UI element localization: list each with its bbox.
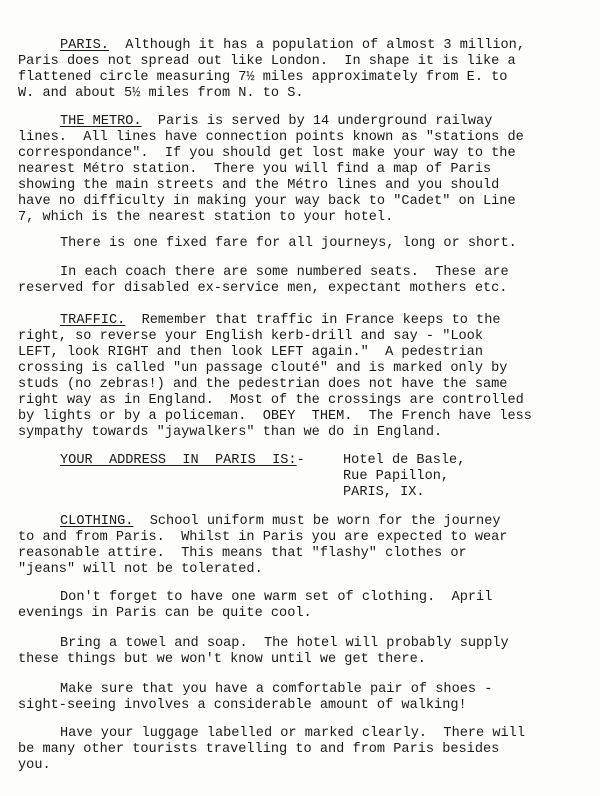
traffic-heading: TRAFFIC. <box>60 313 126 328</box>
metro-paragraph-line: have no difficulty in making your way back to "Cadet" on Line <box>18 194 516 209</box>
address-heading: YOUR ADDRESS IN PARIS IS: <box>60 453 297 468</box>
traffic-paragraph-line: studs (no zebras!) and the pedestrian does not have the same <box>18 377 508 392</box>
warm-clothing-paragraph-line: evenings in Paris can be quite cool. <box>18 606 312 621</box>
metro-paragraph-line: showing the main streets and the Métro lines and you should <box>18 178 500 193</box>
coach-paragraph-line: reserved for disabled ex-service men, expectant mothers etc. <box>18 281 508 296</box>
clothing-paragraph-line: "jeans" will not be tolerated. <box>18 562 263 577</box>
paris-paragraph-line: W. and about 5½ miles from N. to S. <box>18 86 304 101</box>
metro-paragraph-line: nearest Métro station. There you will find a map of Paris <box>18 162 492 177</box>
luggage-paragraph-line: you. <box>18 758 51 773</box>
address-line: PARIS, IX. <box>343 485 425 500</box>
traffic-paragraph-line: crossing is called "un passage clouté" and is marked only by <box>18 361 508 376</box>
luggage-paragraph-line: Have your luggage labelled or marked clearly. There will <box>60 726 525 741</box>
towel-paragraph-line: Bring a towel and soap. The hotel will probably supply <box>60 636 509 651</box>
shoes-paragraph-line: Make sure that you have a comfortable pair of shoes - <box>60 682 493 697</box>
clothing-paragraph-line: to and from Paris. Whilst in Paris you are expected to wear <box>18 530 508 545</box>
address-line: Rue Papillon, <box>343 469 450 484</box>
fare-paragraph-line: There is one fixed fare for all journeys, long or short. <box>60 236 517 251</box>
luggage-paragraph-line: be many other tourists travelling to and from Paris besides <box>18 742 500 757</box>
clothing-paragraph-line: reasonable attire. This means that "flashy" clothes or <box>18 546 467 561</box>
traffic-paragraph-line: sympathy towards "jaywalkers" than we do in England. <box>18 425 443 440</box>
address-line: Hotel de Basle, <box>343 453 466 468</box>
warm-clothing-paragraph-line: Don't forget to have one warm set of clothing. April <box>60 590 493 605</box>
paris-paragraph-line: Paris does not spread out like London. In shape it is like a <box>18 54 516 69</box>
metro-paragraph-line: 7, which is the nearest station to your hotel. <box>18 210 394 225</box>
traffic-paragraph-line: right, so reverse your English kerb-drill and say - "Look <box>18 329 483 344</box>
address-heading-line: YOUR ADDRESS IN PARIS IS:- <box>60 453 313 468</box>
paris-heading: PARIS. <box>60 38 109 53</box>
traffic-paragraph-line: by lights or by a policeman. OBEY THEM. The French have less <box>18 409 532 424</box>
traffic-paragraph-line: TRAFFIC. Remember that traffic in France keeps to the <box>60 313 501 328</box>
traffic-paragraph-line: right way as in England. Most of the crossings are controlled <box>18 393 524 408</box>
metro-paragraph-line: correspondance". If you should get lost make your way to the <box>18 146 516 161</box>
metro-heading: THE METRO. <box>60 114 142 129</box>
towel-paragraph-line: these things but we won't know until we get there. <box>18 652 426 667</box>
coach-paragraph-line: In each coach there are some numbered seats. These are <box>60 265 509 280</box>
traffic-paragraph-line: LEFT, look RIGHT and then look LEFT again." A pedestrian <box>18 345 483 360</box>
clothing-heading: CLOTHING. <box>60 514 134 529</box>
clothing-paragraph-line: CLOTHING. School uniform must be worn for the journey <box>60 514 501 529</box>
paris-paragraph-line: flattened circle measuring 7½ miles approximately from E. to <box>18 70 508 85</box>
paris-paragraph-line: PARIS. Although it has a population of almost 3 million, <box>60 38 525 53</box>
metro-paragraph-line: THE METRO. Paris is served by 14 underground railway <box>60 114 493 129</box>
shoes-paragraph-line: sight-seeing involves a considerable amount of walking! <box>18 698 467 713</box>
metro-paragraph-line: lines. All lines have connection points known as "stations de <box>18 130 524 145</box>
